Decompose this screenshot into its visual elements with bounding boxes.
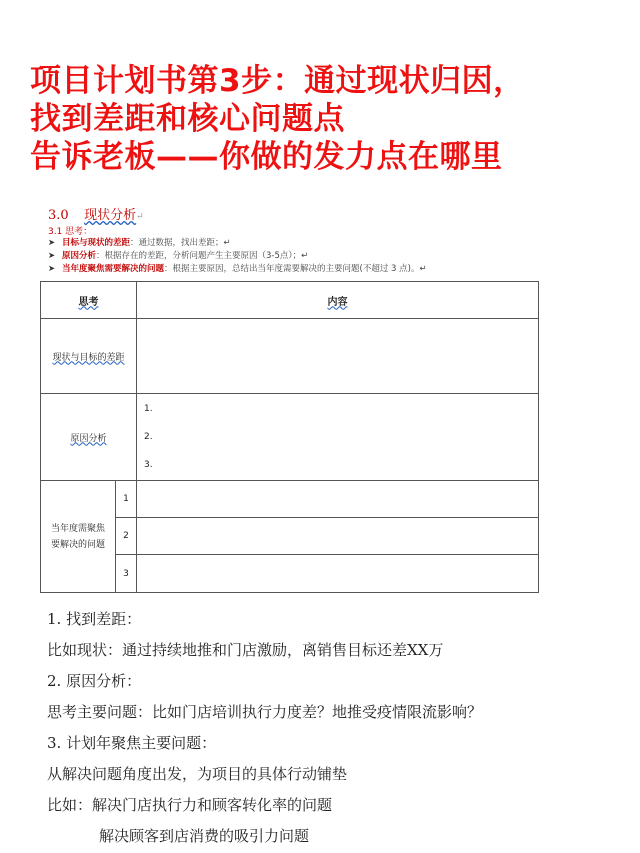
body-line: 从解决问题角度出发，为项目的具体行动铺垫 <box>47 765 348 783</box>
bullet-key: 当年度聚焦需要解决的问题 <box>62 264 165 274</box>
arrow-bullet-icon: ➤ <box>48 251 56 261</box>
bullet-item <box>40 249 540 262</box>
document-excerpt <box>40 204 540 275</box>
cell-gap-content[interactable] <box>137 319 539 394</box>
header-content: 内容 <box>137 282 539 319</box>
arrow-bullet-icon: ➤ <box>48 264 56 274</box>
body-line: 1. 找到差距： <box>47 610 142 628</box>
headline-line-2: 找到差距和核心问题点 <box>30 101 345 137</box>
focus-number: 3 <box>116 555 137 593</box>
bullet-text: ：根据主要原因，总结出当年度需要解决的主要问题(不超过 3 点)。↵ <box>164 264 427 274</box>
row-label-focus: 当年度需聚焦 要解决的问题 <box>41 481 116 593</box>
bullet-key: 目标与现状的差距 <box>62 238 131 248</box>
headline-line-3: 告诉老板——你做的发力点在哪里 <box>30 139 503 175</box>
paragraph-mark: ↵ <box>136 212 144 222</box>
focus-number: 2 <box>116 518 137 555</box>
body-line: 3. 计划年聚焦主要问题： <box>47 734 217 752</box>
cell-cause-content[interactable] <box>137 394 539 481</box>
analysis-table <box>40 281 539 593</box>
sub-heading: 3.1 思考： <box>48 227 93 237</box>
cell-focus-3[interactable] <box>137 555 539 593</box>
body-line: 解决顾客到店消费的吸引力问题 <box>99 827 310 845</box>
body-line: 2. 原因分析： <box>47 672 142 690</box>
body-line: 比如现状：通过持续地推和门店激励，离销售目标还差XX万 <box>47 641 444 659</box>
bullet-text: ：根据存在的差距，分析问题产生主要原因（3-5点）；↵ <box>96 251 309 261</box>
bullet-text: ：通过数据，找出差距；↵ <box>130 238 231 248</box>
cell-focus-2[interactable] <box>137 518 539 555</box>
headline-line-1: 项目计划书第3步：通过现状归因， <box>30 63 525 99</box>
list-item: 1. <box>144 404 153 414</box>
focus-number: 1 <box>116 481 137 518</box>
arrow-bullet-icon: ➤ <box>48 238 56 248</box>
bullet-item <box>40 262 540 275</box>
body-line: 比如：解决门店执行力和顾客转化率的问题 <box>47 796 333 814</box>
header-thinking: 思考 <box>41 282 137 319</box>
section-name: 现状分析 <box>84 208 137 223</box>
headline <box>30 62 630 176</box>
row-label-cause: 原因分析 <box>41 394 137 481</box>
cell-focus-1[interactable] <box>137 481 539 518</box>
bullet-item <box>40 236 540 249</box>
body-notes <box>47 604 607 852</box>
body-line: 思考主要问题：比如门店培训执行力度差？地推受疫情限流影响？ <box>47 703 483 721</box>
list-item: 3. <box>144 460 153 470</box>
row-label-gap: 现状与目标的差距 <box>41 319 137 394</box>
section-number: 3.0 <box>48 208 69 223</box>
list-item: 2. <box>144 432 153 442</box>
bullet-key: 原因分析 <box>62 251 97 261</box>
section-heading <box>40 204 540 224</box>
